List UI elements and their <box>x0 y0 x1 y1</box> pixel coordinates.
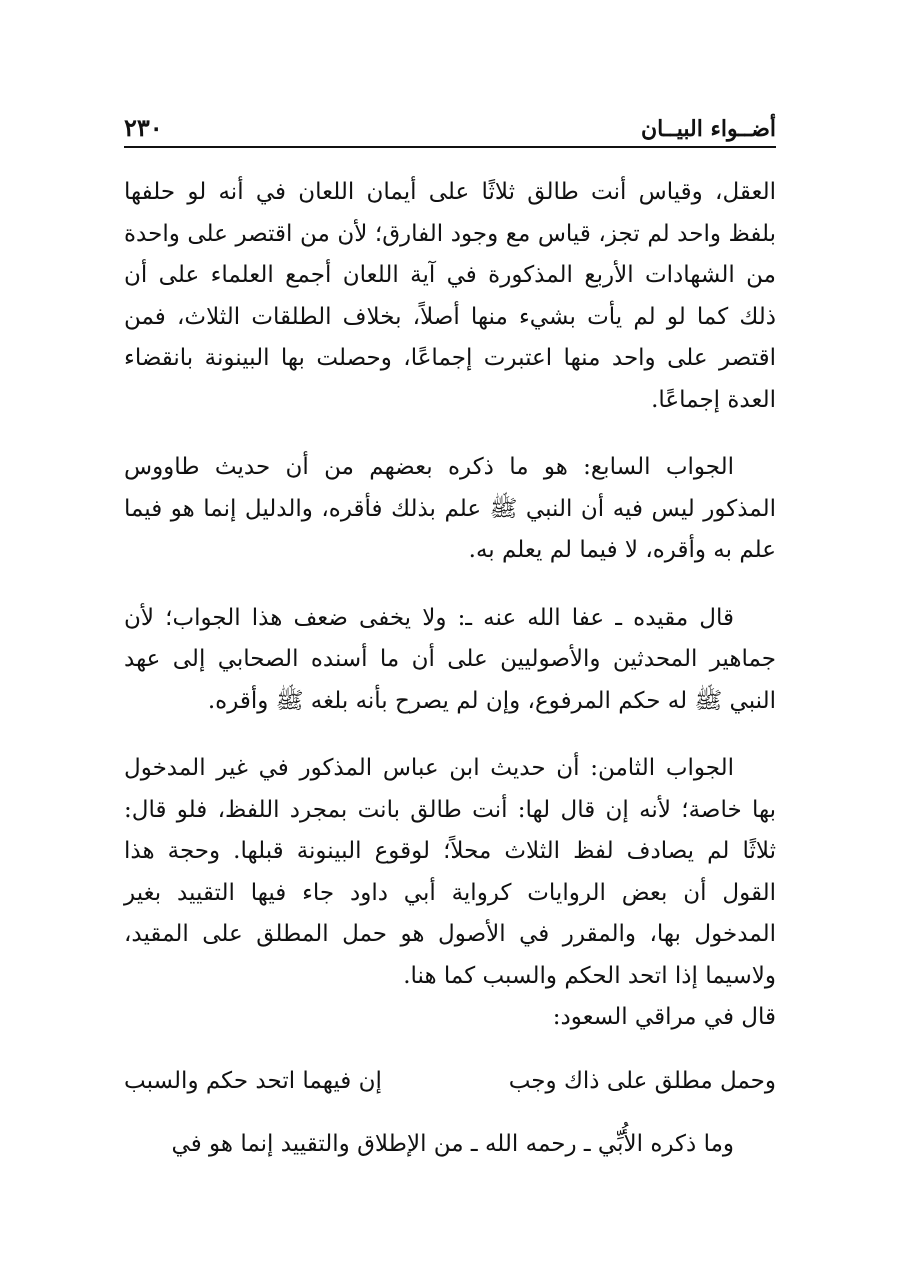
page-header <box>124 98 776 148</box>
closing-line: وما ذكره الأُبِّي ـ رحمه الله ـ من الإطلاق والتقييد إنما هو في <box>171 1131 734 1157</box>
paragraph-eighth-answer: الجواب الثامن: أن حديث ابن عباس المذكور في غير المدخول بها خاصة؛ لأنه إن قال لها: أنت طالق بانت بمجرد اللفظ، فلو قال: ثلاثًا لم يصادف لفظ الثلاث محلاً؛ لوقوع البينونة قبلها. وحجة هذا القول أن بعض الروايات كرواية أبي داود جاء فيها التقييد بغير المدخول بها، والمقرر في الأصول هو حمل المطلق على المقيد، ولاسيما إذا اتحد الحكم والسبب كما هنا. <box>124 755 776 989</box>
verse-intro: قال في مراقي السعود: <box>552 1004 776 1030</box>
running-title: أضــواء البيــان <box>640 116 776 142</box>
verse-first-hemistich: وحمل مطلق على ذاك وجب <box>508 1067 776 1094</box>
page-number: ٢٣٠ <box>124 113 163 142</box>
paragraph-seventh-answer: الجواب السابع: هو ما ذكره بعضهم من أن حديث طاووس المذكور ليس فيه أن النبي ﷺ علم بذلك فأقره، والدليل إنما هو فيما علم به وأقره، لا فيما لم يعلم به. <box>124 454 776 563</box>
page-body <box>124 172 776 1166</box>
paragraph-continued: العقل، وقياس أنت طالق ثلاثًا على أيمان اللعان في أنه لو حلفها بلفظ واحد لم تجز، قياس مع وجود الفارق؛ لأن من اقتصر على واحدة من الشهادات الأربع المذكورة في آية اللعان أجمع العلماء على أن ذلك كما لو لم يأت بشيء منها أصلاً، بخلاف الطلقات الثلاث، فمن اقتصر على واحد منها اعتبرت إجماعًا، وحصلت بها البينونة بانقضاء العدة إجماعًا. <box>124 179 776 413</box>
verse-second-hemistich: إن فيهما اتحد حكم والسبب <box>124 1067 382 1094</box>
verse-line <box>124 1061 776 1103</box>
book-page <box>124 98 776 1166</box>
paragraph-author-comment: قال مقيده ـ عفا الله عنه ـ: ولا يخفى ضعف هذا الجواب؛ لأن جماهير المحدثين والأصوليين على أن ما أسنده الصحابي إلى عهد النبي ﷺ له حكم المرفوع، وإن لم يصرح بأنه بلغه ﷺ وأقره. <box>124 604 776 714</box>
